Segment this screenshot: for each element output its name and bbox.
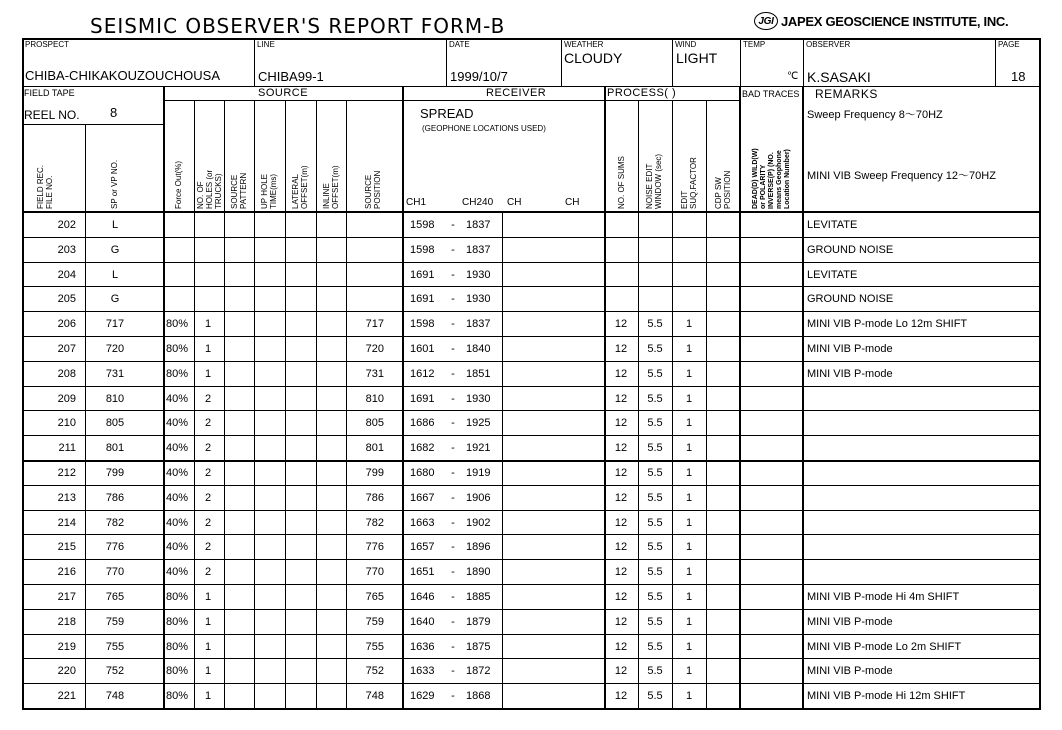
row-219-force: 80% xyxy=(166,641,189,653)
row-204-remark: LEVITATE xyxy=(807,269,858,281)
row-210-noise: 5.5 xyxy=(647,417,663,429)
row-202-noise xyxy=(639,213,671,237)
row-206-file: 206 xyxy=(57,318,76,330)
form-title: SEISMIC OBSERVER'S REPORT FORM-B xyxy=(90,14,506,38)
row-206-dash: - xyxy=(451,318,455,330)
inline-header: INLINE OFFSET(m) xyxy=(322,165,340,209)
row-203-edit xyxy=(673,238,705,262)
row-205-ch1: 1691 xyxy=(410,293,435,305)
row-220-ch1: 1633 xyxy=(410,665,435,677)
lateral-header: LATERAL OFFSET(m) xyxy=(291,165,309,209)
row-205-holes xyxy=(205,287,219,311)
prospect-label: PROSPECT xyxy=(25,40,70,49)
weather-value: CLOUDY xyxy=(564,50,623,66)
row-209-file: 209 xyxy=(57,393,76,405)
row-219-noise: 5.5 xyxy=(647,641,663,653)
bad-traces-section: BAD TRACES xyxy=(742,89,800,99)
row-207-sums: 12 xyxy=(614,343,628,355)
row-218-ch240: 1879 xyxy=(466,616,491,628)
receiver-section: RECEIVER xyxy=(486,87,547,99)
weather-label: WEATHER xyxy=(564,40,604,49)
source-section: SOURCE xyxy=(258,87,309,99)
temp-label: TEMP xyxy=(743,40,766,49)
observer-label: OBSERVER xyxy=(806,40,851,49)
row-215-ch240: 1896 xyxy=(466,541,491,553)
row-215-file: 215 xyxy=(57,541,76,553)
row-203-ch240: 1837 xyxy=(466,244,491,256)
row-208-noise: 5.5 xyxy=(647,368,663,380)
line-value: CHIBA99-1 xyxy=(258,69,324,84)
row-211-ch240: 1921 xyxy=(466,442,491,454)
row-205-edit xyxy=(673,287,705,311)
ch-a-label: CH xyxy=(507,197,522,208)
row-218-noise: 5.5 xyxy=(647,616,663,628)
row-215-remark xyxy=(807,535,1037,559)
row-215-dash: - xyxy=(451,541,455,553)
row-202-ch240: 1837 xyxy=(466,219,491,231)
row-213-sp: 786 xyxy=(105,492,125,504)
ch1-label: CH1 xyxy=(406,197,427,208)
page-label: PAGE xyxy=(998,40,1020,49)
row-207-force: 80% xyxy=(166,343,189,355)
row-221-holes: 1 xyxy=(205,690,212,702)
field-tape-label: FIELD TAPE xyxy=(24,88,75,98)
row-214-file: 214 xyxy=(57,517,76,529)
row-219-remark: MINI VIB P-mode Lo 2m SHIFT xyxy=(807,641,962,653)
row-211-noise: 5.5 xyxy=(647,442,663,454)
row-202-sums xyxy=(605,213,637,237)
row-211-ch1: 1682 xyxy=(410,442,435,454)
row-205-sp: G xyxy=(110,293,120,305)
row-208-sp: 731 xyxy=(105,368,125,380)
row-221-sums: 12 xyxy=(614,690,628,702)
wind-label: WIND xyxy=(675,40,697,49)
row-209-pos: 810 xyxy=(365,393,384,405)
row-208-edit: 1 xyxy=(685,368,693,380)
company-header xyxy=(754,12,1008,30)
row-210-file: 210 xyxy=(57,417,76,429)
remark-sweep-8: Sweep Frequency 8～70HZ xyxy=(807,109,943,121)
row-215-ch1: 1657 xyxy=(410,541,435,553)
row-204-edit xyxy=(673,263,705,287)
row-209-ch1: 1691 xyxy=(410,393,435,405)
row-219-dash: - xyxy=(451,641,455,653)
row-221-edit: 1 xyxy=(685,690,693,702)
prospect-value: CHIBA-CHIKAKOUZOUCHOUSA xyxy=(25,68,221,83)
row-207-edit: 1 xyxy=(685,343,693,355)
row-203-noise xyxy=(639,238,671,262)
company-logo: JGI xyxy=(754,12,778,30)
row-208-pos: 731 xyxy=(365,368,384,380)
row-202-force xyxy=(166,213,194,237)
row-220-holes: 1 xyxy=(205,665,212,677)
row-214-edit: 1 xyxy=(685,517,693,529)
row-207-pos: 720 xyxy=(365,343,384,355)
row-220-noise: 5.5 xyxy=(647,665,663,677)
row-212-ch240: 1919 xyxy=(466,467,491,479)
spread-label: SPREAD xyxy=(420,106,474,121)
row-203-sums xyxy=(605,238,637,262)
row-213-holes: 2 xyxy=(205,492,212,504)
row-209-remark xyxy=(807,387,1037,411)
row-217-noise: 5.5 xyxy=(647,591,663,603)
row-204-ch1: 1691 xyxy=(410,269,435,281)
row-212-edit: 1 xyxy=(685,467,693,479)
row-205-dash: - xyxy=(451,293,455,305)
row-209-noise: 5.5 xyxy=(647,393,663,405)
row-220-remark: MINI VIB P-mode xyxy=(807,665,893,677)
row-219-file: 219 xyxy=(57,641,76,653)
row-217-sp: 765 xyxy=(105,591,125,603)
row-206-edit: 1 xyxy=(685,318,693,330)
row-203-force xyxy=(166,238,194,262)
row-215-force: 40% xyxy=(166,541,189,553)
row-211-sp: 801 xyxy=(105,442,125,454)
row-218-file: 218 xyxy=(57,616,76,628)
edit-header: EDIT SUQ.FACTOR xyxy=(680,157,698,209)
row-220-sp: 752 xyxy=(105,665,125,677)
row-202-file: 202 xyxy=(57,219,76,231)
row-216-remark xyxy=(807,560,1037,584)
wind-value: LIGHT xyxy=(676,50,718,66)
row-214-force: 40% xyxy=(166,517,189,529)
row-221-file: 221 xyxy=(57,690,76,702)
reel-value: 8 xyxy=(110,105,118,120)
row-206-holes: 1 xyxy=(205,318,212,330)
row-217-edit: 1 xyxy=(685,591,693,603)
row-202-dash: - xyxy=(451,219,455,231)
row-206-ch1: 1598 xyxy=(410,318,435,330)
row-206-noise: 5.5 xyxy=(647,318,663,330)
row-208-force: 80% xyxy=(166,368,189,380)
row-218-pos: 759 xyxy=(365,616,384,628)
row-221-sp: 748 xyxy=(105,690,125,702)
row-218-remark: MINI VIB P-mode xyxy=(807,616,893,628)
row-215-sums: 12 xyxy=(614,541,628,553)
row-210-sums: 12 xyxy=(614,417,628,429)
row-216-sp: 770 xyxy=(105,566,125,578)
row-213-ch240: 1906 xyxy=(466,492,491,504)
date-label: DATE xyxy=(449,40,470,49)
row-202-edit xyxy=(673,213,705,237)
row-212-holes: 2 xyxy=(205,467,212,479)
row-217-ch240: 1885 xyxy=(466,591,491,603)
row-210-force: 40% xyxy=(166,417,189,429)
row-220-force: 80% xyxy=(166,665,189,677)
row-218-sums: 12 xyxy=(614,616,628,628)
row-212-sums: 12 xyxy=(614,467,628,479)
row-214-sums: 12 xyxy=(614,517,628,529)
row-211-holes: 2 xyxy=(205,442,212,454)
row-213-edit: 1 xyxy=(685,492,693,504)
row-212-ch1: 1680 xyxy=(410,467,435,479)
row-216-noise: 5.5 xyxy=(647,566,663,578)
row-221-ch240: 1868 xyxy=(466,690,491,702)
row-210-dash: - xyxy=(451,417,455,429)
row-211-force: 40% xyxy=(166,442,189,454)
row-212-noise: 5.5 xyxy=(647,467,663,479)
row-206-force: 80% xyxy=(166,318,189,330)
row-213-file: 213 xyxy=(57,492,76,504)
row-210-pos: 805 xyxy=(365,417,384,429)
process-section: PROCESS( ) xyxy=(607,87,677,99)
row-202-holes xyxy=(205,213,219,237)
row-205-noise xyxy=(639,287,671,311)
row-213-noise: 5.5 xyxy=(647,492,663,504)
row-208-ch1: 1612 xyxy=(410,368,435,380)
row-218-dash: - xyxy=(451,616,455,628)
row-209-ch240: 1930 xyxy=(466,393,491,405)
row-213-ch1: 1667 xyxy=(410,492,435,504)
row-204-sums xyxy=(605,263,637,287)
row-211-remark xyxy=(807,436,1037,460)
row-220-ch240: 1872 xyxy=(466,665,491,677)
row-208-holes: 1 xyxy=(205,368,212,380)
row-217-pos: 765 xyxy=(365,591,384,603)
row-218-ch1: 1640 xyxy=(410,616,435,628)
row-214-sp: 782 xyxy=(105,517,125,529)
position-header: SOURCE POSITION xyxy=(364,170,382,209)
row-219-edit: 1 xyxy=(685,641,693,653)
row-217-dash: - xyxy=(451,591,455,603)
row-204-dash: - xyxy=(451,269,455,281)
row-220-sums: 12 xyxy=(614,665,628,677)
row-204-ch240: 1930 xyxy=(466,269,491,281)
row-216-force: 40% xyxy=(166,566,189,578)
row-204-holes xyxy=(205,263,219,287)
row-210-edit: 1 xyxy=(685,417,693,429)
row-207-ch240: 1840 xyxy=(466,343,491,355)
observer-value: K.SASAKI xyxy=(807,69,871,85)
row-204-pos xyxy=(347,263,384,287)
remarks-section: REMARKS xyxy=(815,87,878,101)
row-219-sums: 12 xyxy=(614,641,628,653)
row-214-pos: 782 xyxy=(365,517,384,529)
row-215-edit: 1 xyxy=(685,541,693,553)
row-217-ch1: 1646 xyxy=(410,591,435,603)
row-221-pos: 748 xyxy=(365,690,384,702)
remark-sweep-12: MINI VIB Sweep Frequency 12～70HZ xyxy=(807,170,996,182)
row-221-remark: MINI VIB P-mode Hi 12m SHIFT xyxy=(807,690,966,702)
row-214-remark xyxy=(807,511,1037,535)
row-216-ch1: 1651 xyxy=(410,566,435,578)
row-202-ch1: 1598 xyxy=(410,219,435,231)
temp-unit: ℃ xyxy=(787,71,799,82)
bad-traces-header: DEAD(D) WILD(W) or POLARITY INVERSE(P) (NO. means Geophone Location Number) xyxy=(752,148,791,209)
row-207-ch1: 1601 xyxy=(410,343,435,355)
row-210-sp: 805 xyxy=(105,417,125,429)
row-211-edit: 1 xyxy=(685,442,693,454)
row-214-holes: 2 xyxy=(205,517,212,529)
row-206-sums: 12 xyxy=(614,318,628,330)
row-213-force: 40% xyxy=(166,492,189,504)
row-214-ch1: 1663 xyxy=(410,517,435,529)
row-216-pos: 770 xyxy=(365,566,384,578)
row-210-ch240: 1925 xyxy=(466,417,491,429)
row-203-holes xyxy=(205,238,219,262)
row-205-file: 205 xyxy=(57,293,76,305)
sums-header: NO. OF SUMS xyxy=(617,156,626,209)
row-217-file: 217 xyxy=(57,591,76,603)
row-216-dash: - xyxy=(451,566,455,578)
row-216-file: 216 xyxy=(57,566,76,578)
row-204-sp: L xyxy=(111,269,119,281)
row-205-sums xyxy=(605,287,637,311)
row-204-noise xyxy=(639,263,671,287)
noise-header: NOISE EDIT WINDOW (sec) xyxy=(645,153,663,209)
row-206-ch240: 1837 xyxy=(466,318,491,330)
row-210-ch1: 1686 xyxy=(410,417,435,429)
row-209-force: 40% xyxy=(166,393,189,405)
row-205-force xyxy=(166,287,194,311)
row-220-pos: 752 xyxy=(365,665,384,677)
row-206-sp: 717 xyxy=(105,318,125,330)
date-value: 1999/10/7 xyxy=(450,69,508,84)
row-211-file: 211 xyxy=(58,442,76,454)
ch240-label: CH240 xyxy=(462,197,494,208)
row-209-edit: 1 xyxy=(685,393,693,405)
row-215-holes: 2 xyxy=(205,541,212,553)
row-216-holes: 2 xyxy=(205,566,212,578)
row-203-ch1: 1598 xyxy=(410,244,435,256)
row-221-force: 80% xyxy=(166,690,189,702)
row-214-dash: - xyxy=(451,517,455,529)
line-label: LINE xyxy=(257,40,275,49)
row-215-sp: 776 xyxy=(105,541,125,553)
row-209-sums: 12 xyxy=(614,393,628,405)
row-205-ch240: 1930 xyxy=(466,293,491,305)
row-214-noise: 5.5 xyxy=(647,517,663,529)
row-203-remark: GROUND NOISE xyxy=(807,244,894,256)
row-208-remark: MINI VIB P-mode xyxy=(807,368,893,380)
row-217-holes: 1 xyxy=(205,591,212,603)
row-203-file: 203 xyxy=(57,244,76,256)
row-213-remark xyxy=(807,486,1037,510)
row-205-pos xyxy=(347,287,384,311)
row-212-remark xyxy=(807,461,1037,485)
row-216-sums: 12 xyxy=(614,566,628,578)
row-212-force: 40% xyxy=(166,467,189,479)
row-218-holes: 1 xyxy=(205,616,212,628)
row-203-sp: G xyxy=(110,244,120,256)
row-202-pos xyxy=(347,213,384,237)
row-210-holes: 2 xyxy=(205,417,212,429)
file-no-header: FIELD REC. FILE NO. xyxy=(36,164,54,209)
row-207-remark: MINI VIB P-mode xyxy=(807,343,893,355)
spread-sub-label: (GEOPHONE LOCATIONS USED) xyxy=(422,124,546,133)
row-213-dash: - xyxy=(451,492,455,504)
holes-header: NO. OF HOLES (or TRUCKS) xyxy=(196,169,223,209)
row-221-noise: 5.5 xyxy=(647,690,663,702)
row-202-remark: LEVITATE xyxy=(807,219,858,231)
row-207-dash: - xyxy=(451,343,455,355)
reel-label: REEL NO. xyxy=(24,108,80,122)
row-217-sums: 12 xyxy=(614,591,628,603)
row-216-edit: 1 xyxy=(685,566,693,578)
company-name: JAPEX GEOSCIENCE INSTITUTE, INC. xyxy=(781,13,1009,29)
row-208-sums: 12 xyxy=(614,368,628,380)
row-218-force: 80% xyxy=(166,616,189,628)
row-215-pos: 776 xyxy=(365,541,384,553)
row-212-pos: 799 xyxy=(365,467,384,479)
row-216-ch240: 1890 xyxy=(466,566,491,578)
row-207-file: 207 xyxy=(57,343,76,355)
cdp-header: CDP SW POSITION xyxy=(714,170,732,209)
row-219-pos: 755 xyxy=(365,641,384,653)
row-213-sums: 12 xyxy=(614,492,628,504)
row-211-dash: - xyxy=(451,442,455,454)
pattern-header: SOURCE PATTERN xyxy=(230,172,248,209)
row-221-ch1: 1629 xyxy=(410,690,435,702)
row-205-remark: GROUND NOISE xyxy=(807,293,894,305)
row-214-ch240: 1902 xyxy=(466,517,491,529)
row-208-dash: - xyxy=(451,368,455,380)
row-218-sp: 759 xyxy=(105,616,125,628)
page-value: 18 xyxy=(1011,69,1026,84)
row-213-pos: 786 xyxy=(365,492,384,504)
row-207-sp: 720 xyxy=(105,343,125,355)
row-219-holes: 1 xyxy=(205,641,212,653)
row-212-dash: - xyxy=(451,467,455,479)
row-215-noise: 5.5 xyxy=(647,541,663,553)
row-204-force xyxy=(166,263,194,287)
row-209-sp: 810 xyxy=(105,393,125,405)
row-212-file: 212 xyxy=(57,467,76,479)
row-207-noise: 5.5 xyxy=(647,343,663,355)
row-209-dash: - xyxy=(451,393,455,405)
row-220-dash: - xyxy=(451,665,455,677)
row-219-ch240: 1875 xyxy=(466,641,491,653)
row-218-edit: 1 xyxy=(685,616,693,628)
row-208-ch240: 1851 xyxy=(466,368,491,380)
row-206-pos: 717 xyxy=(365,318,384,330)
row-206-remark: MINI VIB P-mode Lo 12m SHIFT xyxy=(807,318,968,330)
row-221-dash: - xyxy=(451,690,455,702)
row-209-holes: 2 xyxy=(205,393,212,405)
row-220-file: 220 xyxy=(57,665,76,677)
row-220-edit: 1 xyxy=(685,665,693,677)
row-202-sp: L xyxy=(111,219,119,231)
row-212-sp: 799 xyxy=(105,467,125,479)
uphole-header: UP HOLE TIME(ms) xyxy=(260,173,278,209)
row-203-pos xyxy=(347,238,384,262)
force-header: Force Out(%) xyxy=(174,160,183,209)
row-217-remark: MINI VIB P-mode Hi 4m SHIFT xyxy=(807,591,960,603)
row-219-sp: 755 xyxy=(105,641,125,653)
row-208-file: 208 xyxy=(57,368,76,380)
row-219-ch1: 1636 xyxy=(410,641,435,653)
row-210-remark xyxy=(807,411,1037,435)
row-217-force: 80% xyxy=(166,591,189,603)
row-211-pos: 801 xyxy=(365,442,384,454)
ch-b-label: CH xyxy=(565,197,580,208)
row-203-dash: - xyxy=(451,244,455,256)
row-211-sums: 12 xyxy=(614,442,628,454)
row-207-holes: 1 xyxy=(205,343,212,355)
sp-header: SP or VP NO. xyxy=(110,159,119,209)
row-204-file: 204 xyxy=(57,269,76,281)
